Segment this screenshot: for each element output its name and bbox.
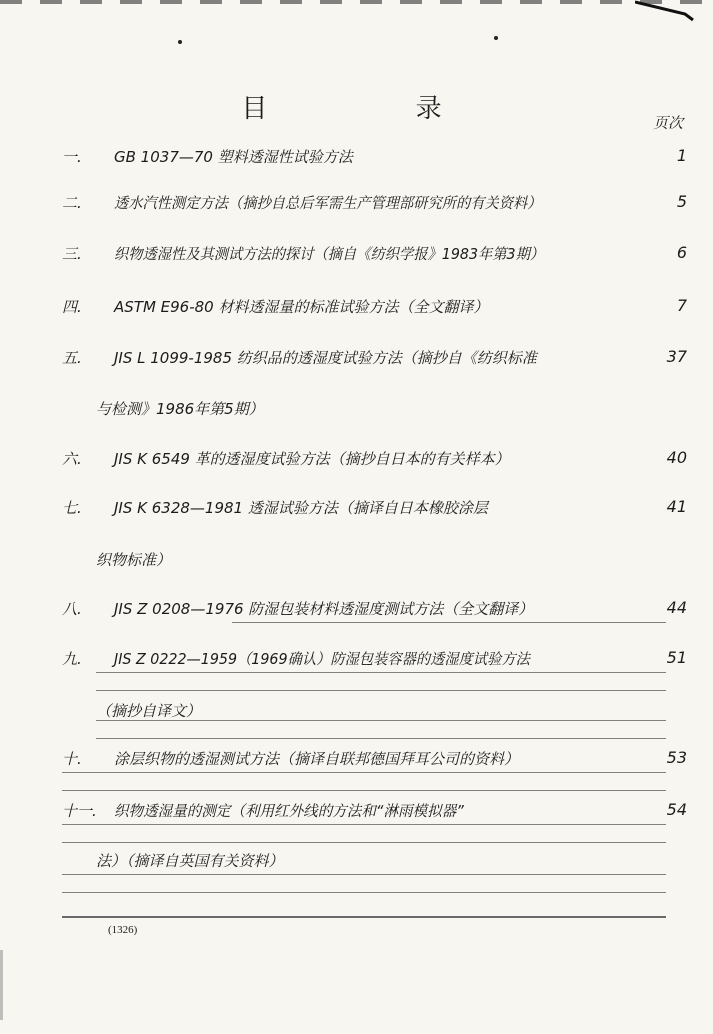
toc-entry [62, 192, 687, 218]
toc-entry [62, 146, 687, 172]
entry-page: 54 [666, 800, 687, 819]
ruled-line [232, 622, 666, 623]
ruled-line [96, 690, 666, 691]
scan-left-edge [0, 950, 3, 1020]
toc-entry [62, 243, 687, 269]
toc-entry [62, 497, 687, 523]
scan-speck [494, 36, 498, 40]
toc-entry [62, 296, 687, 322]
toc-entry-continuation [96, 850, 687, 876]
entry-page: 41 [666, 497, 687, 516]
entry-page: 1 [676, 146, 687, 165]
entry-number: 六. [62, 450, 82, 468]
entry-page: 5 [676, 192, 687, 211]
scan-top-edge [0, 0, 713, 4]
toc-entry [62, 347, 687, 373]
ruled-line [62, 824, 666, 825]
ruled-line [96, 720, 666, 721]
entry-page: 7 [676, 296, 687, 315]
toc-entry [62, 648, 687, 674]
page-title: 目 录 [241, 94, 512, 124]
entry-title: ASTM E96-80 材料透湿量的标准试验方法（全文翻译） [114, 298, 489, 316]
entry-title: JIS K 6328—1981 透湿试验方法（摘译自日本橡胶涂层 [114, 499, 488, 517]
entry-number: 八. [62, 600, 82, 618]
scan-speck [178, 40, 182, 44]
toc-entry [62, 598, 687, 624]
bottom-rule [62, 916, 666, 918]
ruled-line [96, 672, 666, 673]
entry-number: 四. [62, 298, 82, 316]
entry-number: 五. [62, 349, 82, 367]
entry-title: 织物透湿量的测定（利用红外线的方法和“淋雨模拟器” [114, 802, 464, 820]
entry-page: 6 [676, 243, 687, 262]
entry-title: GB 1037—70 塑料透湿性试验方法 [114, 148, 353, 166]
page-column-label: 页次 [652, 114, 683, 132]
entry-title: JIS K 6549 革的透湿度试验方法（摘抄自日本的有关样本） [114, 450, 510, 468]
entry-title: 织物标准） [96, 551, 172, 569]
entry-title: 透水汽性测定方法（摘抄自总后军需生产管理部研究所的有关资料） [114, 194, 542, 212]
toc-entry-continuation [96, 700, 687, 726]
entry-title: JIS Z 0208—1976 防湿包装材料透湿度测试方法（全文翻译） [114, 600, 534, 618]
entry-number: 九. [62, 650, 82, 668]
entry-page: 51 [666, 648, 687, 667]
page-footer-code: (1326) [108, 924, 138, 936]
entry-title: 织物透湿性及其测试方法的探讨（摘自《纺织学报》1983年第3期） [114, 245, 545, 263]
entry-title: 与检测》1986年第5期） [96, 400, 264, 418]
entry-number: 七. [62, 499, 82, 517]
entry-title: （摘抄自译文） [96, 702, 202, 720]
toc-entry-continuation [96, 398, 687, 424]
entry-page: 53 [666, 748, 687, 767]
entry-page: 37 [666, 347, 687, 366]
entry-title: JIS L 1099-1985 纺织品的透湿度试验方法（摘抄自《纺织标准 [114, 349, 537, 367]
entry-number: 十一. [62, 802, 97, 820]
ruled-line [62, 874, 666, 875]
ruled-line [62, 892, 666, 893]
entry-number: 十. [62, 750, 82, 768]
ruled-line [96, 738, 666, 739]
toc-entry [62, 800, 687, 826]
entry-number: 一. [62, 148, 82, 166]
toc-entry-continuation [96, 549, 687, 575]
ruled-line [62, 790, 666, 791]
entry-number: 二. [62, 194, 82, 212]
entry-page: 44 [666, 598, 687, 617]
entry-title: 涂层织物的透湿测试方法（摘译自联邦德国拜耳公司的资料） [114, 750, 520, 768]
entry-number: 三. [62, 245, 82, 263]
entry-title: JIS Z 0222—1959（1969确认）防湿包装容器的透湿度试验方法 [114, 650, 530, 668]
ruled-line [62, 842, 666, 843]
scan-corner-mark [635, 0, 695, 22]
toc-entry [62, 748, 687, 774]
entry-page: 40 [666, 448, 687, 467]
entry-title: 法）（摘译自英国有关资料） [96, 852, 284, 870]
toc-entry [62, 448, 687, 474]
ruled-line [62, 772, 666, 773]
